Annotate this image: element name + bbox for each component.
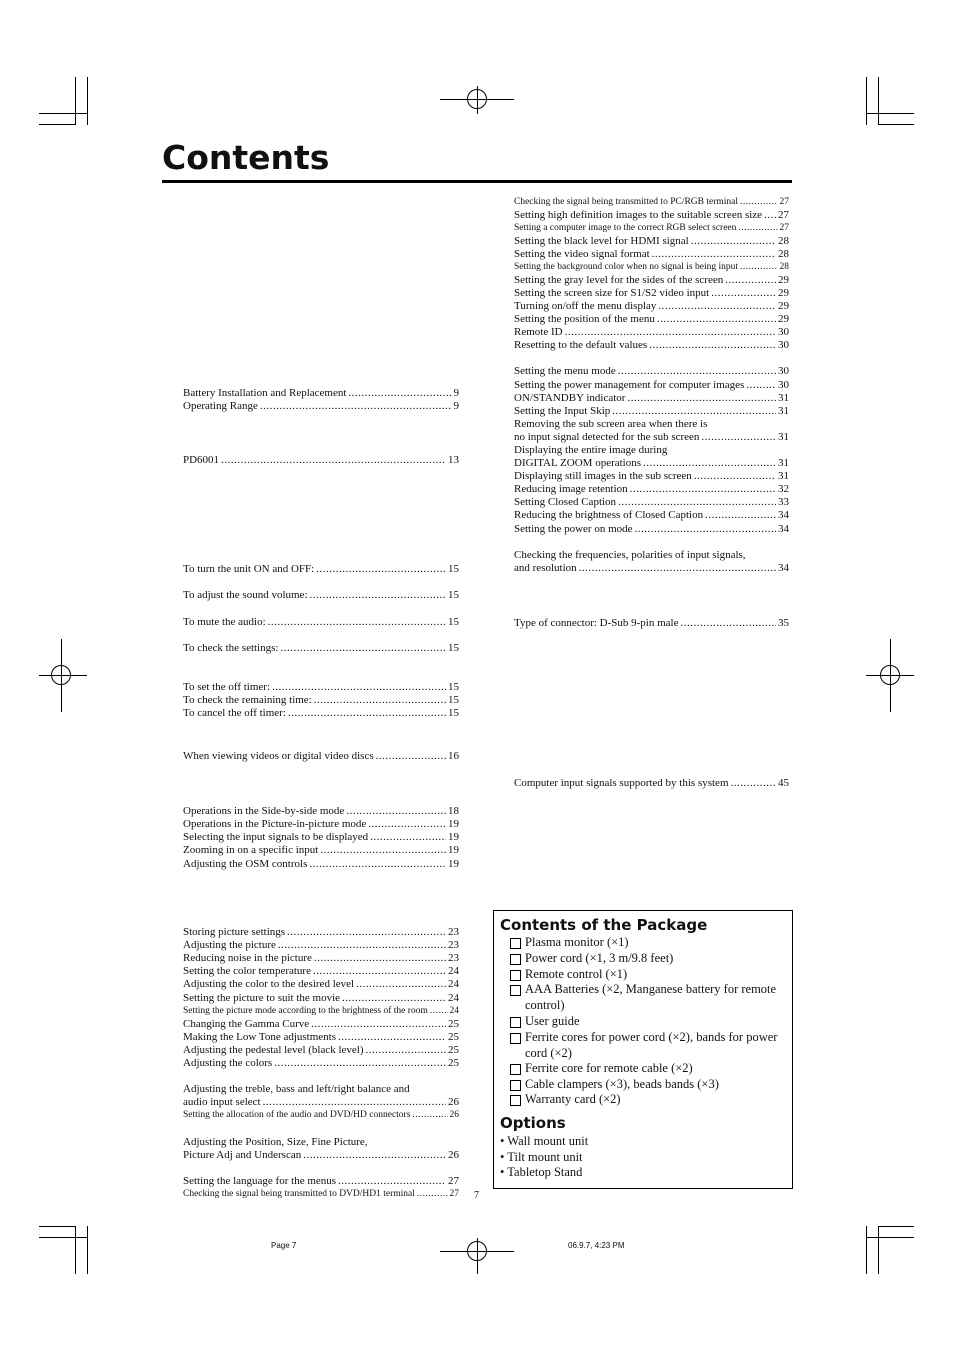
- dot-leader: [310, 589, 447, 602]
- entry-title: When viewing videos or digital video discs: [183, 750, 374, 762]
- entry-page-number: 28: [778, 235, 789, 247]
- entry-page-number: 18: [448, 805, 459, 817]
- entry-title: audio input select: [183, 1096, 261, 1108]
- entry-title: Selecting the input signals to be displayed: [183, 831, 369, 843]
- toc-right-entry: [514, 509, 789, 522]
- dot-leader: [417, 1188, 448, 1201]
- dot-leader: [313, 965, 446, 978]
- entry-page-number: 30: [778, 379, 789, 391]
- entry-title: Setting the Input Skip: [514, 405, 611, 417]
- entry-page-number: 9: [453, 400, 459, 412]
- entry-title: Setting the allocation of the audio and DVD/HD connectors: [183, 1110, 411, 1120]
- entry-title: Setting a computer image to the correct RGB select screen: [514, 223, 737, 233]
- entry-title: PD6001: [183, 454, 220, 466]
- entry-title: Setting the black level for HDMI signal: [514, 235, 689, 247]
- entry-title: Displaying the entire image during: [514, 444, 668, 456]
- dot-leader: [316, 563, 446, 576]
- entry-page-number: 28: [779, 262, 789, 272]
- entry-page-number: 25: [448, 1044, 459, 1056]
- entry-page-number: 32: [778, 483, 789, 495]
- toc-right-entry: [514, 483, 789, 496]
- dot-leader: [348, 387, 451, 400]
- entry-page-number: 23: [448, 952, 459, 964]
- toc-right-entry: [514, 326, 789, 339]
- entry-title: To cancel the off timer:: [183, 707, 286, 719]
- dot-leader: [280, 642, 446, 655]
- toc-left-entry: [183, 400, 459, 413]
- toc-left-entry: [183, 750, 459, 763]
- entry-title: To check the settings:: [183, 642, 279, 654]
- checkbox-icon: [510, 970, 521, 981]
- toc-left-entry: [183, 1031, 459, 1044]
- entry-page-number: 29: [778, 287, 789, 299]
- option-item: • Tilt mount unit: [500, 1150, 583, 1164]
- footer-right: 06.9.7, 4:23 PM: [568, 1241, 625, 1250]
- toc-left-entry: [183, 978, 459, 991]
- entry-title: Storing picture settings: [183, 926, 286, 938]
- toc-right-entry: [514, 457, 789, 470]
- package-item: [510, 982, 786, 1013]
- entry-page-number: 9: [453, 387, 459, 399]
- dot-leader: [412, 1109, 447, 1122]
- dot-leader: [430, 1005, 448, 1018]
- entry-page-number: 15: [448, 563, 459, 575]
- toc-left-entry: [183, 454, 459, 467]
- dot-leader: [303, 1149, 446, 1162]
- entry-page-number: 27: [779, 223, 789, 233]
- dot-leader: [658, 300, 776, 313]
- entry-page-number: 31: [778, 405, 789, 417]
- package-contents-box: [493, 910, 793, 1189]
- dot-leader: [366, 1044, 446, 1057]
- package-item: [510, 1061, 786, 1077]
- dot-leader: [691, 235, 776, 248]
- dot-leader: [635, 523, 776, 536]
- checkbox-icon: [510, 1080, 521, 1091]
- entry-title: Adjusting the treble, bass and left/right balance and: [183, 1083, 410, 1095]
- dot-leader: [368, 818, 446, 831]
- dot-leader: [274, 1057, 446, 1070]
- toc-left-entry: [183, 939, 459, 952]
- toc-right-entry: [514, 405, 789, 418]
- entry-page-number: 15: [448, 589, 459, 601]
- entry-page-number: 29: [778, 313, 789, 325]
- entry-title: Setting Closed Caption: [514, 496, 617, 508]
- entry-page-number: 13: [448, 454, 459, 466]
- toc-left-entry: [183, 707, 459, 720]
- entry-page-number: 34: [778, 523, 789, 535]
- footer-left: Page 7: [271, 1241, 297, 1250]
- entry-page-number: 31: [778, 457, 789, 469]
- entry-title: Setting the picture to suit the movie: [183, 992, 341, 1004]
- option-item: • Wall mount unit: [500, 1134, 589, 1148]
- entry-page-number: 45: [778, 777, 789, 789]
- dot-leader: [643, 457, 776, 470]
- entry-title: Operating Range: [183, 400, 258, 412]
- toc-right-entry: [514, 379, 789, 392]
- dot-leader: [370, 831, 446, 844]
- toc-left-entry: [183, 616, 459, 629]
- entry-title: Remote ID: [514, 326, 563, 338]
- toc-left-entry: [183, 681, 459, 694]
- entry-title: Setting the position of the menu: [514, 313, 655, 325]
- toc-right-entry: [514, 209, 789, 222]
- toc-right-entry: [514, 523, 789, 536]
- toc-left-entry: [183, 1188, 459, 1201]
- dot-leader: [731, 777, 777, 790]
- entry-page-number: 15: [448, 681, 459, 693]
- entry-page-number: 29: [778, 274, 789, 286]
- entry-page-number: 28: [778, 248, 789, 260]
- entry-page-number: 29: [778, 300, 789, 312]
- dot-leader: [740, 261, 777, 274]
- entry-title: Setting the power management for computer images: [514, 379, 745, 391]
- dot-leader: [701, 431, 776, 444]
- entry-title: Reducing image retention: [514, 483, 628, 495]
- package-item: [510, 1030, 786, 1061]
- dot-leader: [320, 844, 446, 857]
- dot-leader: [278, 939, 446, 952]
- entry-page-number: 30: [778, 365, 789, 377]
- option-item: • Tabletop Stand: [500, 1165, 583, 1179]
- toc-right-entry: [514, 617, 789, 630]
- entry-page-number: 31: [778, 431, 789, 443]
- entry-page-number: 26: [448, 1149, 459, 1161]
- entry-page-number: 33: [778, 496, 789, 508]
- package-item-label: Power cord (×1, 3 m/9.8 feet): [525, 951, 674, 965]
- entry-title: Setting the screen size for S1/S2 video input: [514, 287, 710, 299]
- entry-title: To set the off timer:: [183, 681, 271, 693]
- entry-title: Checking the frequencies, polarities of input signals,: [514, 549, 746, 561]
- package-item: [510, 951, 786, 967]
- toc-right-entry: [514, 392, 789, 405]
- dot-leader: [612, 405, 776, 418]
- toc-left-entry: [183, 1057, 459, 1070]
- page-number: 7: [474, 1190, 479, 1201]
- dot-leader: [630, 483, 776, 496]
- dot-leader: [287, 926, 446, 939]
- entry-title: Checking the signal being transmitted to PC/RGB terminal: [514, 197, 739, 207]
- toc-left-entry: [183, 1149, 459, 1162]
- entry-title: To mute the audio:: [183, 616, 266, 628]
- package-item: [510, 967, 786, 983]
- entry-page-number: 25: [448, 1018, 459, 1030]
- entry-page-number: 31: [778, 392, 789, 404]
- toc-left-entry: [183, 1044, 459, 1057]
- dot-leader: [681, 617, 777, 630]
- entry-title: Removing the sub screen area when there is: [514, 418, 708, 430]
- package-item: [510, 1077, 786, 1093]
- dot-leader: [740, 196, 777, 209]
- entry-page-number: 26: [449, 1110, 459, 1120]
- toc-right-entry: [514, 431, 789, 444]
- entry-page-number: 34: [778, 509, 789, 521]
- package-item-label: Ferrite core for remote cable (×2): [525, 1061, 693, 1075]
- entry-title: Adjusting the Position, Size, Fine Picture,: [183, 1136, 368, 1148]
- dot-leader: [314, 952, 446, 965]
- dot-leader: [338, 1031, 446, 1044]
- toc-left-entry: [183, 1136, 368, 1149]
- toc-right-entry: [514, 261, 789, 274]
- toc-right-entry: [514, 549, 746, 562]
- entry-page-number: 19: [448, 858, 459, 870]
- entry-page-number: 35: [778, 617, 789, 629]
- entry-title: Adjusting the picture: [183, 939, 276, 951]
- toc-left-entry: [183, 1018, 459, 1031]
- entry-page-number: 19: [448, 844, 459, 856]
- dot-leader: [263, 1096, 446, 1109]
- entry-title: Changing the Gamma Curve: [183, 1018, 310, 1030]
- entry-title: To turn the unit ON and OFF:: [183, 563, 315, 575]
- entry-title: Adjusting the OSM controls: [183, 858, 308, 870]
- toc-right-entry: [514, 418, 707, 431]
- toc-right-entry: [514, 274, 789, 287]
- dot-leader: [711, 287, 776, 300]
- entry-page-number: 27: [778, 209, 789, 221]
- toc-left-entry: [183, 1005, 459, 1018]
- dot-leader: [618, 365, 776, 378]
- package-item-label: Ferrite cores for power cord (×2), bands for power cord (×2): [525, 1030, 778, 1060]
- dot-leader: [738, 222, 777, 235]
- dot-leader: [272, 681, 446, 694]
- toc-right-entry: [514, 196, 789, 209]
- entry-title: Displaying still images in the sub screen: [514, 470, 692, 482]
- dot-leader: [657, 313, 776, 326]
- checkbox-icon: [510, 938, 521, 949]
- entry-title: Adjusting the colors: [183, 1057, 273, 1069]
- entry-title: Resetting to the default values: [514, 339, 648, 351]
- toc-left-entry: [183, 965, 459, 978]
- dot-leader: [268, 616, 446, 629]
- dot-leader: [579, 562, 776, 575]
- entry-title: Checking the signal being transmitted to DVD/HD1 terminal: [183, 1189, 415, 1199]
- dot-leader: [342, 992, 446, 1005]
- toc-left-entry: [183, 992, 459, 1005]
- dot-leader: [746, 379, 776, 392]
- package-item-label: Remote control (×1): [525, 967, 628, 981]
- toc-left-entry: [183, 952, 459, 965]
- entry-title: Computer input signals supported by this system: [514, 777, 729, 789]
- package-heading: Contents of the Package: [500, 916, 708, 934]
- toc-left-entry: [183, 1175, 459, 1188]
- toc-right-entry: [514, 444, 667, 457]
- checkbox-icon: [510, 1017, 521, 1028]
- entry-title: ON/STANDBY indicator: [514, 392, 626, 404]
- package-item-label: AAA Batteries (×2, Manganese battery for remote control): [525, 982, 777, 1012]
- entry-title: To adjust the sound volume:: [183, 589, 308, 601]
- dot-leader: [705, 509, 776, 522]
- toc-right-entry: [514, 365, 789, 378]
- toc-left-entry: [183, 642, 459, 655]
- entry-title: no input signal detected for the sub screen: [514, 431, 700, 443]
- entry-page-number: 24: [448, 978, 459, 990]
- entry-page-number: 25: [448, 1057, 459, 1069]
- entry-page-number: 27: [449, 1189, 459, 1199]
- entry-page-number: 27: [779, 197, 789, 207]
- dot-leader: [694, 470, 776, 483]
- entry-title: Operations in the Side-by-side mode: [183, 805, 345, 817]
- dot-leader: [649, 339, 776, 352]
- dot-leader: [764, 209, 776, 222]
- entry-title: Making the Low Tone adjustments: [183, 1031, 337, 1043]
- dot-leader: [346, 805, 446, 818]
- dot-leader: [376, 750, 446, 763]
- entry-page-number: 19: [448, 831, 459, 843]
- toc-left-entry: [183, 1096, 459, 1109]
- dot-leader: [311, 1018, 446, 1031]
- toc-right-entry: [514, 496, 789, 509]
- entry-page-number: 23: [448, 939, 459, 951]
- entry-title: DIGITAL ZOOM operations: [514, 457, 642, 469]
- toc-left-entry: [183, 831, 459, 844]
- entry-page-number: 16: [448, 750, 459, 762]
- checkbox-icon: [510, 954, 521, 965]
- entry-title: Setting the gray level for the sides of the screen: [514, 274, 724, 286]
- package-item: [510, 935, 786, 951]
- entry-title: Reducing the brightness of Closed Caption: [514, 509, 704, 521]
- package-item: [510, 1014, 786, 1030]
- entry-title: Picture Adj and Underscan: [183, 1149, 302, 1161]
- dot-leader: [356, 978, 446, 991]
- entry-page-number: 24: [448, 992, 459, 1004]
- entry-title: Adjusting the pedestal level (black level): [183, 1044, 364, 1056]
- toc-right-entry: [514, 777, 789, 790]
- toc-right-entry: [514, 313, 789, 326]
- entry-title: Operations in the Picture-in-picture mode: [183, 818, 367, 830]
- package-item-label: Plasma monitor (×1): [525, 935, 629, 949]
- package-item-label: Cable clampers (×3), beads bands (×3): [525, 1077, 719, 1091]
- entry-page-number: 15: [448, 694, 459, 706]
- page-title: Contents: [162, 138, 330, 177]
- toc-left-entry: [183, 818, 459, 831]
- entry-page-number: 31: [778, 470, 789, 482]
- toc-left-entry: [183, 805, 459, 818]
- toc-right-entry: [514, 470, 789, 483]
- entry-title: Zooming in on a specific input: [183, 844, 319, 856]
- checkbox-icon: [510, 1033, 521, 1044]
- entry-title: Setting high definition images to the suitable screen size: [514, 209, 763, 221]
- toc-right-entry: [514, 248, 789, 261]
- entry-page-number: 30: [778, 339, 789, 351]
- title-rule: [162, 180, 792, 183]
- entry-title: Setting the language for the menus: [183, 1175, 337, 1187]
- dot-leader: [618, 496, 776, 509]
- toc-left-entry: [183, 844, 459, 857]
- toc-right-entry: [514, 300, 789, 313]
- entry-title: and resolution: [514, 562, 577, 574]
- entry-page-number: 19: [448, 818, 459, 830]
- toc-left-entry: [183, 387, 459, 400]
- dot-leader: [288, 707, 446, 720]
- checkbox-icon: [510, 1095, 521, 1106]
- entry-page-number: 34: [778, 562, 789, 574]
- dot-leader: [652, 248, 776, 261]
- entry-page-number: 26: [448, 1096, 459, 1108]
- entry-title: Adjusting the color to the desired level: [183, 978, 355, 990]
- dot-leader: [627, 392, 776, 405]
- dot-leader: [314, 694, 446, 707]
- dot-leader: [309, 858, 446, 871]
- entry-title: Setting the menu mode: [514, 365, 616, 377]
- entry-page-number: 30: [778, 326, 789, 338]
- toc-right-entry: [514, 339, 789, 352]
- entry-page-number: 24: [449, 1006, 459, 1016]
- checkbox-icon: [510, 985, 521, 996]
- toc-right-entry: [514, 562, 789, 575]
- entry-page-number: 15: [448, 616, 459, 628]
- toc-right-entry: [514, 287, 789, 300]
- toc-left-entry: [183, 858, 459, 871]
- entry-title: Setting the power on mode: [514, 523, 633, 535]
- entry-page-number: 25: [448, 1031, 459, 1043]
- package-item-label: User guide: [525, 1014, 580, 1028]
- toc-left-entry: [183, 926, 459, 939]
- entry-page-number: 15: [448, 707, 459, 719]
- dot-leader: [565, 326, 776, 339]
- options-heading: Options: [500, 1114, 566, 1132]
- toc-right-entry: [514, 222, 789, 235]
- entry-title: Type of connector: D-Sub 9-pin male: [514, 617, 679, 629]
- dot-leader: [260, 400, 452, 413]
- toc-left-entry: [183, 1109, 459, 1122]
- entry-page-number: 24: [448, 965, 459, 977]
- entry-title: Setting the picture mode according to the brightness of the room: [183, 1006, 428, 1016]
- entry-title: Setting the color temperature: [183, 965, 311, 977]
- checkbox-icon: [510, 1064, 521, 1075]
- toc-left-entry: [183, 563, 459, 576]
- dot-leader: [338, 1175, 446, 1188]
- package-item: [510, 1092, 786, 1108]
- entry-title: Setting the background color when no signal is being input: [514, 262, 739, 272]
- toc-left-entry: [183, 694, 459, 707]
- dot-leader: [725, 274, 776, 287]
- entry-title: Battery Installation and Replacement: [183, 387, 347, 399]
- package-item-label: Warranty card (×2): [525, 1092, 621, 1106]
- entry-title: Turning on/off the menu display: [514, 300, 657, 312]
- entry-page-number: 15: [448, 642, 459, 654]
- toc-right-entry: [514, 235, 789, 248]
- toc-left-entry: [183, 589, 459, 602]
- toc-left-entry: [183, 1083, 410, 1096]
- entry-title: Reducing noise in the picture: [183, 952, 312, 964]
- entry-page-number: 27: [448, 1175, 459, 1187]
- entry-title: To check the remaining time:: [183, 694, 312, 706]
- dot-leader: [221, 454, 446, 467]
- entry-title: Setting the video signal format: [514, 248, 650, 260]
- entry-page-number: 23: [448, 926, 459, 938]
